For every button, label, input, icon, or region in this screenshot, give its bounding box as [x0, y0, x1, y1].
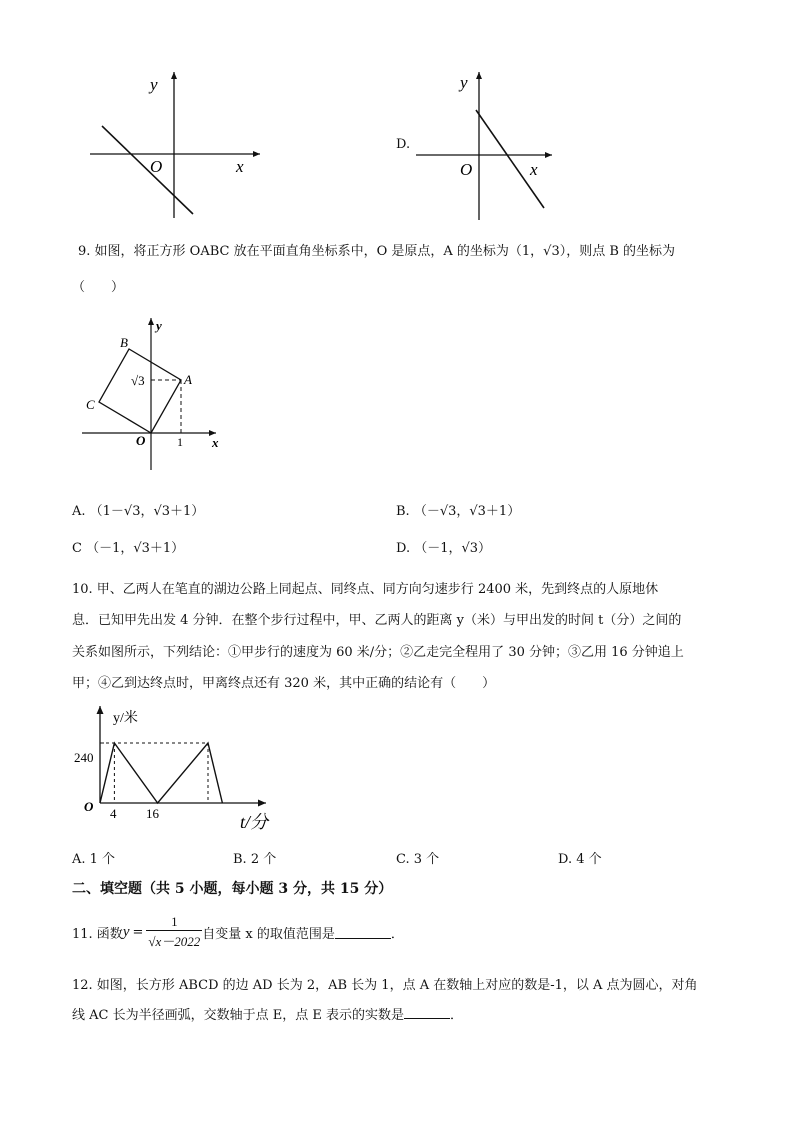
q11-stem	[72, 912, 404, 952]
q10-stem-line2: 息．已知甲先出发 4 分钟．在整个步行过程中，甲、乙两人的距离 y（米）与甲出发的时间 t（分）之间的	[72, 613, 682, 628]
q8-graph-d	[410, 68, 560, 224]
function-line	[476, 110, 544, 208]
q10-option-a: A. 1 个	[72, 852, 116, 867]
y-axis-label: y	[156, 318, 162, 333]
section-2-title: 二、填空题（共 5 小题，每小题 3 分，共 15 分）	[72, 881, 393, 897]
q10-distance-chart	[70, 700, 284, 840]
square-oabc	[99, 349, 181, 433]
q9-stem: 9. 如图，将正方形 OABC 放在平面直角坐标系中，O 是原点，A 的坐标为（1，√3），则点 B 的坐标为	[78, 244, 676, 259]
origin-label: O	[136, 433, 146, 448]
q12-stem-line2	[72, 1004, 463, 1023]
q8-option-d-label: D.	[396, 137, 411, 152]
x-tick-label-16: 16	[146, 806, 159, 821]
q10-stem-line4: 甲；④乙到达终点时，甲离终点还有 320 米，其中正确的结论有（ ）	[72, 676, 496, 691]
point-b-label: B	[120, 335, 128, 350]
q9-option-a: A. （1－√3，√3＋1）	[72, 504, 205, 519]
q9-option-d: D. （－1，√3）	[396, 541, 492, 556]
q11-denominator: √x－2022	[148, 934, 201, 949]
q11-suffix: 自变量 x 的取值范围是	[202, 926, 335, 942]
x-axis-label: x	[212, 435, 219, 450]
distance-series-line	[100, 743, 222, 803]
origin-label: O	[150, 157, 163, 176]
y-axis-label: y/米	[113, 711, 138, 726]
q12-answer-blank[interactable]	[404, 1006, 450, 1019]
q9-answer-paren: （ ）	[72, 280, 125, 295]
point-a-label: A	[184, 372, 192, 387]
q11-end: ．	[390, 926, 404, 942]
q10-option-b: B. 2 个	[233, 852, 277, 867]
y-tick-label-240: 240	[74, 750, 94, 765]
q9-option-b: B. （－√3，√3＋1）	[396, 504, 521, 519]
q10-stem-line3: 关系如图所示，下列结论：①甲步行的速度为 60 米/分；②乙走完全程用了 30 分钟；③乙用 16 分钟追上	[72, 645, 684, 660]
q12-stem-line1: 12. 如图，长方形 ABCD 的边 AD 长为 2，AB 长为 1，点 A 在数轴上对应的数是-1，以 A 点为圆心，对角	[72, 978, 698, 993]
q12-end: ．	[449, 1008, 463, 1023]
q10-option-d: D. 4 个	[558, 852, 602, 867]
origin-label: O	[460, 160, 473, 179]
q9-figure	[78, 314, 228, 474]
q9-option-c: C （－1，√3＋1）	[72, 541, 185, 556]
q11-prefix: 11. 函数	[72, 926, 123, 942]
q11-function-var: y	[122, 923, 130, 940]
q11-answer-blank[interactable]	[335, 926, 391, 939]
origin-label: O	[84, 799, 94, 814]
q11-fraction	[146, 914, 202, 950]
q10-stem-line1: 10. 甲、乙两人在笔直的湖边公路上同起点、同终点、同方向匀速步行 2400 米，先到终点的人原地休	[72, 582, 659, 597]
q12-line2-text: 线 AC 长为半径画弧，交数轴于点 E，点 E 表示的实数是	[72, 1008, 404, 1023]
point-c-label: C	[86, 397, 95, 412]
tick-1-label: 1	[177, 435, 183, 449]
q11-equals: =	[132, 924, 144, 940]
x-axis-label: x	[236, 157, 244, 176]
y-axis-label: y	[460, 73, 468, 92]
q10-option-c: C. 3 个	[396, 852, 440, 867]
function-line	[102, 126, 193, 214]
x-axis-label: t/分	[240, 812, 269, 832]
x-axis-label: x	[530, 160, 538, 179]
x-tick-label-4: 4	[110, 806, 117, 821]
q11-numerator: 1	[146, 914, 202, 931]
q8-graph-c	[84, 68, 274, 224]
sqrt3-label: √3	[131, 373, 145, 388]
y-axis-label: y	[150, 75, 158, 94]
